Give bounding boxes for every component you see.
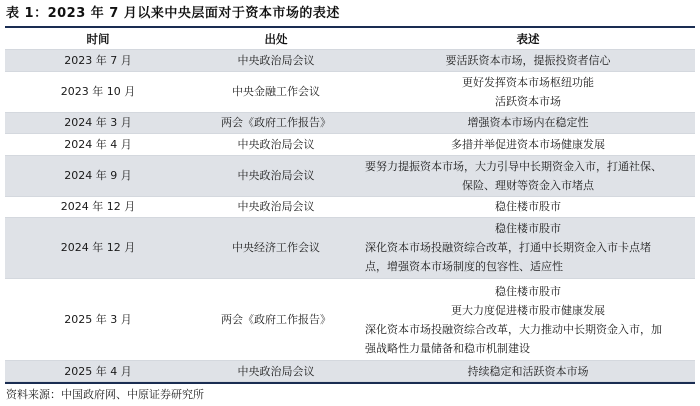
statement-line: 更好发挥资本市场枢纽功能 (462, 75, 594, 89)
statement-line: 更大力度促进楼市股市健康发展 (451, 303, 605, 317)
statement-line: 活跃资本市场 (495, 94, 561, 108)
row-source: 中央政治局会议 (191, 134, 361, 156)
table-row (5, 50, 695, 72)
statement-line: 强战略性力量储备和稳市机制建设 (365, 341, 530, 355)
row-statement (361, 71, 695, 112)
statement-line: 点，增强资本市场制度的包容性、适应性 (365, 260, 563, 274)
statement-line: 稳住楼市股市 (495, 284, 561, 298)
row-source: 中央经济工作会议 (191, 217, 361, 279)
table-row (5, 112, 695, 134)
statement-line: 稳住楼市股市 (495, 222, 561, 236)
row-time: 2023 年 10 月 (5, 71, 191, 112)
statement-line: 保险、理财等资金入市堵点 (462, 178, 594, 192)
row-statement (361, 50, 695, 72)
row-time: 2024 年 12 月 (5, 196, 191, 217)
row-source: 中央政治局会议 (191, 50, 361, 72)
statement-line: 要活跃资本市场，提振投资者信心 (445, 53, 611, 67)
row-statement (361, 134, 695, 156)
row-source: 中央金融工作会议 (191, 71, 361, 112)
row-statement (361, 196, 695, 217)
row-statement (361, 217, 695, 279)
row-time: 2024 年 9 月 (5, 155, 191, 196)
source-note: 资料来源：中国政府网、中原证券研究所 (6, 388, 204, 401)
table-row (5, 361, 695, 382)
row-time: 2024 年 3 月 (5, 112, 191, 134)
statement-line: 深化资本市场投融资综合改革，打通中长期资金入市卡点堵 (365, 241, 651, 255)
row-statement (361, 155, 695, 196)
header-time: 时间 (5, 28, 191, 50)
row-source: 两会《政府工作报告》 (191, 112, 361, 134)
statement-line: 多措并举促进资本市场健康发展 (451, 138, 605, 152)
row-source: 中央政治局会议 (191, 361, 361, 382)
table-title: 表 1：2023 年 7 月以来中央层面对于资本市场的表述 (6, 6, 340, 21)
header-row (5, 28, 695, 50)
row-statement (361, 279, 695, 361)
row-time: 2025 年 3 月 (5, 279, 191, 361)
header-statement: 表述 (361, 28, 695, 50)
bottom-rule (5, 382, 695, 384)
statement-line: 要努力提振资本市场，大力引导中长期资金入市，打通社保、 (365, 159, 662, 173)
header-source: 出处 (191, 28, 361, 50)
row-time: 2025 年 4 月 (5, 361, 191, 382)
table-row (5, 134, 695, 156)
row-time: 2024 年 4 月 (5, 134, 191, 156)
table-row (5, 155, 695, 196)
table-row (5, 71, 695, 112)
row-source: 两会《政府工作报告》 (191, 279, 361, 361)
statement-line: 持续稳定和活跃资本市场 (467, 364, 589, 378)
row-time: 2024 年 12 月 (5, 217, 191, 279)
table-row (5, 196, 695, 217)
statements-table (5, 28, 695, 382)
statement-line: 增强资本市场内在稳定性 (467, 116, 589, 130)
row-source: 中央政治局会议 (191, 196, 361, 217)
row-statement (361, 112, 695, 134)
table-row (5, 279, 695, 361)
row-time: 2023 年 7 月 (5, 50, 191, 72)
statement-line: 深化资本市场投融资综合改革，大力推动中长期资金入市，加 (365, 322, 662, 336)
table-row (5, 217, 695, 279)
statement-line: 稳住楼市股市 (495, 200, 561, 214)
row-source: 中央政治局会议 (191, 155, 361, 196)
row-statement (361, 361, 695, 382)
